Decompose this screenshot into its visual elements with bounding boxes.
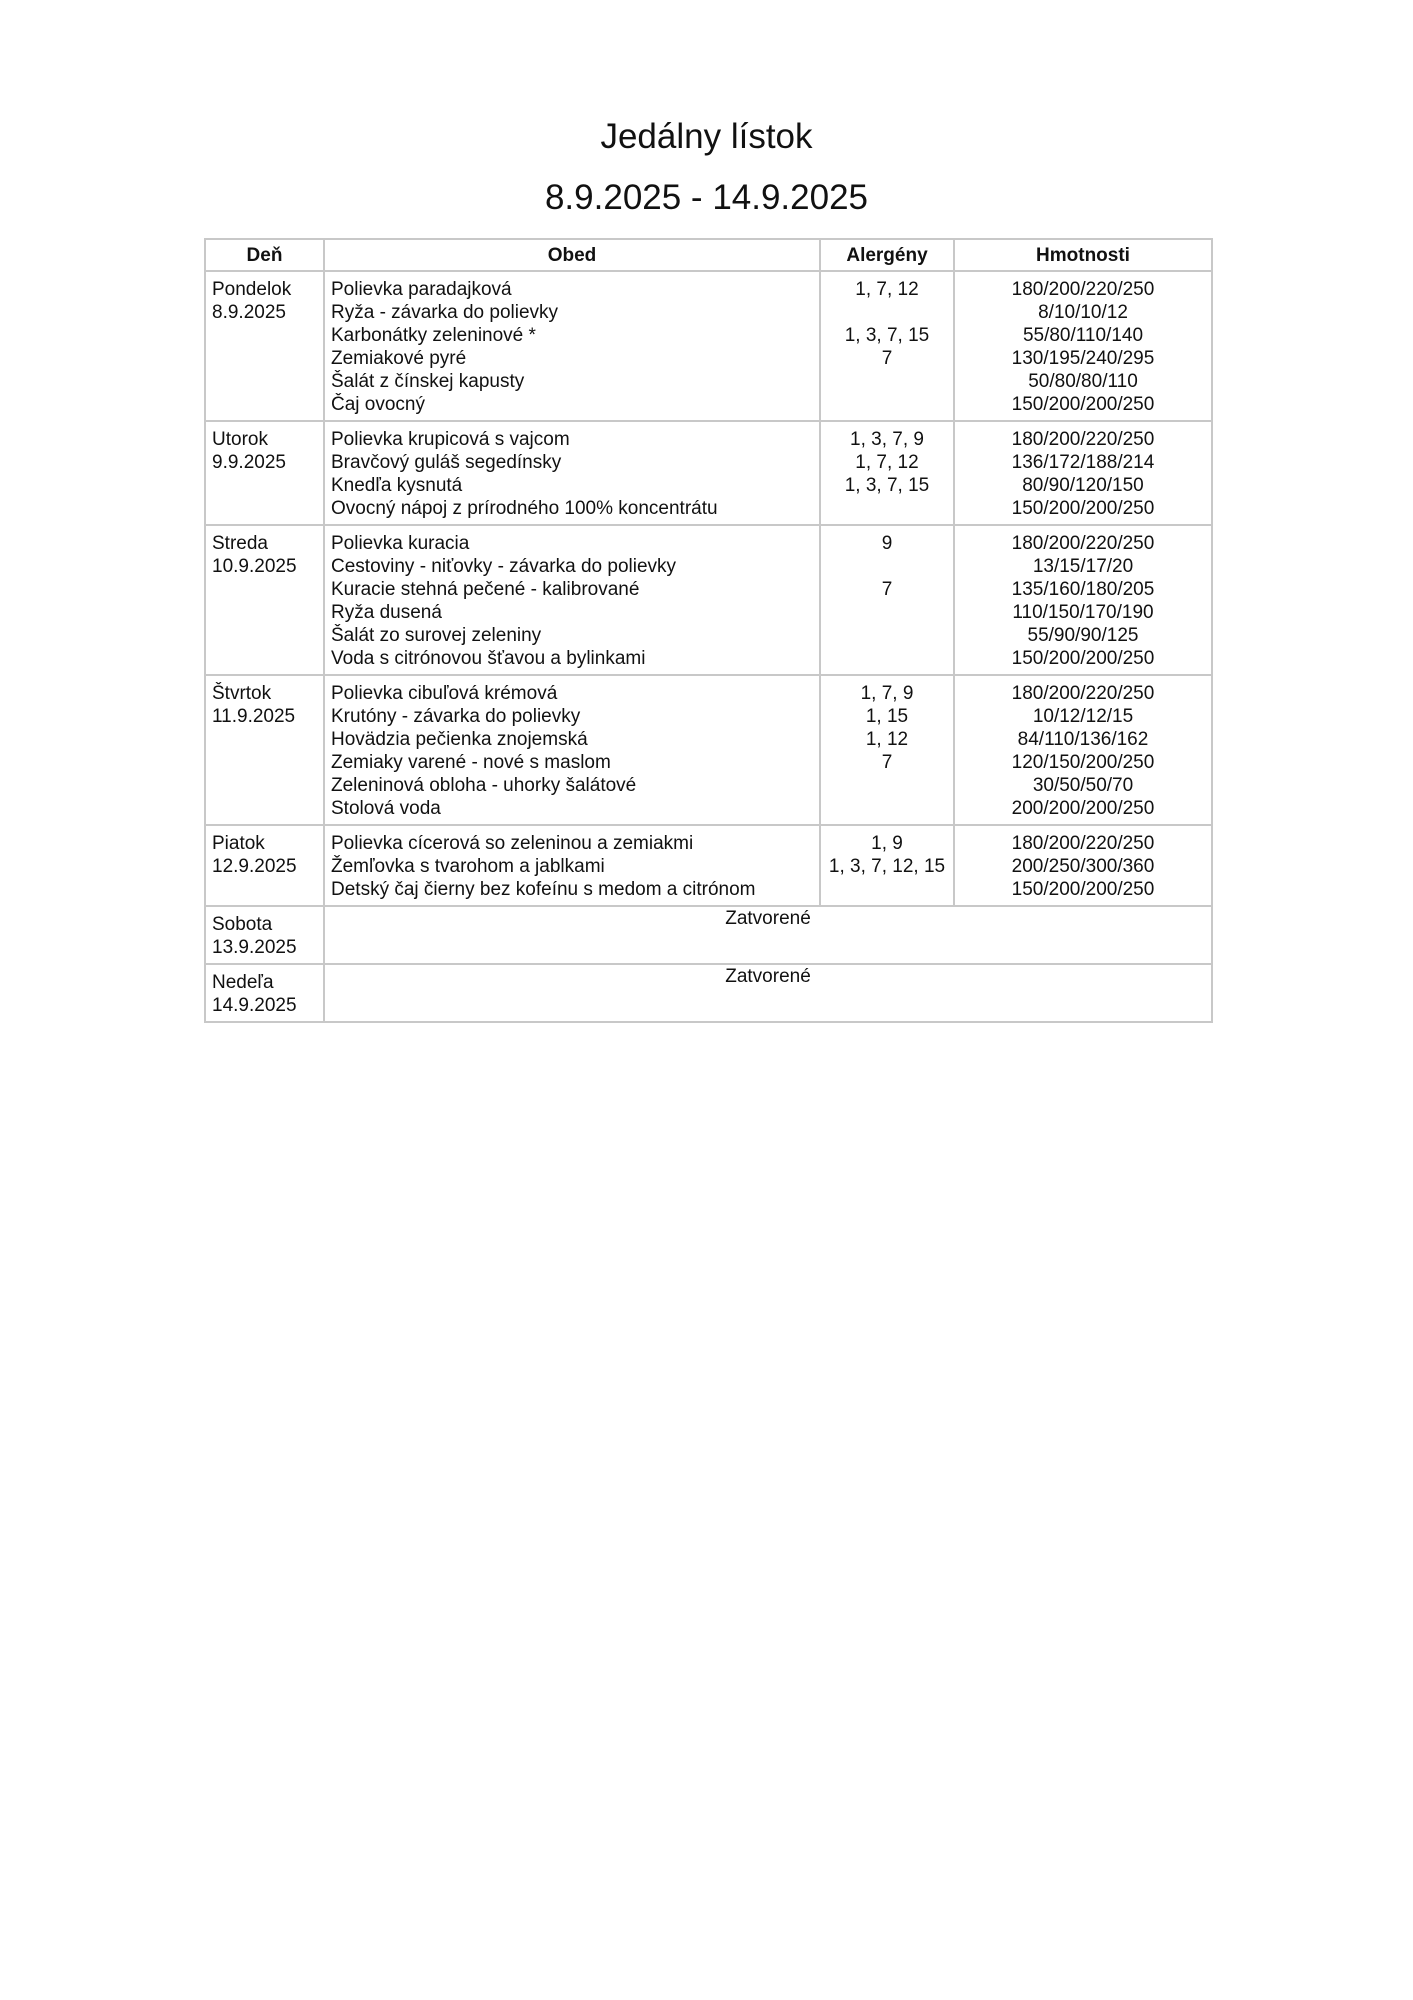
allergen-codes: 7 xyxy=(881,752,893,773)
day-name: Štvrtok xyxy=(212,683,272,704)
weight-values: 200/250/300/360 xyxy=(1011,856,1155,877)
meal-item: Detský čaj čierny bez kofeínu s medom a citrónom xyxy=(331,879,756,900)
day-row xyxy=(205,421,1212,525)
day-cell xyxy=(205,525,324,675)
day-row xyxy=(205,825,1212,906)
meal-item: Polievka cibuľová krémová xyxy=(331,683,558,704)
allergen-codes xyxy=(821,497,953,520)
alg-cell xyxy=(820,525,954,675)
allergen-codes xyxy=(821,797,953,820)
weight-values: 180/200/220/250 xyxy=(1011,429,1155,450)
alg-cell xyxy=(820,675,954,825)
meal-item: Polievka cícerová so zeleninou a zemiakmi xyxy=(331,833,694,854)
allergen-codes: 7 xyxy=(881,348,893,369)
weight-values: 200/200/200/250 xyxy=(1011,798,1155,819)
allergen-codes xyxy=(821,647,953,670)
allergen-codes: 1, 3, 7, 15 xyxy=(844,325,930,346)
day-cell xyxy=(205,271,324,421)
meal-item: Šalát z čínskej kapusty xyxy=(331,371,525,392)
weight-values: 110/150/170/190 xyxy=(1012,602,1154,623)
wt-cell xyxy=(954,825,1212,906)
closed-cell xyxy=(324,964,1212,1022)
weight-values: 84/110/136/162 xyxy=(1017,729,1149,750)
allergen-codes: 7 xyxy=(881,579,893,600)
header-allergens: Alergény xyxy=(820,239,954,271)
allergen-codes xyxy=(821,601,953,624)
meal-item: Ryža - závarka do polievky xyxy=(331,302,559,323)
meal-item: Karbonátky zeleninové * xyxy=(331,325,536,346)
weight-values: 8/10/10/12 xyxy=(1038,302,1128,323)
header-day: Deň xyxy=(205,239,324,271)
wt-cell xyxy=(954,421,1212,525)
menu-table xyxy=(204,238,1213,1023)
day-name: Streda xyxy=(212,533,268,554)
day-cell xyxy=(205,906,324,964)
meal-item: Knedľa kysnutá xyxy=(331,475,463,496)
allergen-codes: 9 xyxy=(881,533,893,554)
wt-cell xyxy=(954,271,1212,421)
meal-cell xyxy=(324,421,820,525)
allergen-codes xyxy=(821,370,953,393)
day-row xyxy=(205,675,1212,825)
meal-cell xyxy=(324,675,820,825)
weight-values: 80/90/120/150 xyxy=(1022,475,1144,496)
day-date: 10.9.2025 xyxy=(212,556,297,577)
allergen-codes: 1, 3, 7, 15 xyxy=(844,475,930,496)
allergen-codes xyxy=(821,878,953,901)
weight-values: 150/200/200/250 xyxy=(1011,648,1155,669)
weight-values: 50/80/80/110 xyxy=(1028,371,1138,392)
weight-values: 55/90/90/125 xyxy=(1027,625,1139,646)
weight-values: 135/160/180/205 xyxy=(1011,579,1155,600)
header-weights: Hmotnosti xyxy=(954,239,1212,271)
day-row xyxy=(205,271,1212,421)
closed-cell xyxy=(324,906,1212,964)
alg-cell xyxy=(820,825,954,906)
meal-item: Stolová voda xyxy=(331,798,441,819)
alg-cell xyxy=(820,421,954,525)
day-date: 12.9.2025 xyxy=(212,856,297,877)
allergen-codes xyxy=(821,555,953,578)
weight-values: 150/200/200/250 xyxy=(1011,394,1155,415)
weight-values: 130/195/240/295 xyxy=(1011,348,1155,369)
meal-item: Hovädzia pečienka znojemská xyxy=(331,729,588,750)
menu-body xyxy=(205,271,1212,1022)
weight-values: 180/200/220/250 xyxy=(1011,833,1155,854)
closed-label: Zatvorené xyxy=(725,966,811,987)
allergen-codes: 1, 12 xyxy=(865,729,909,750)
meal-item: Kuracie stehná pečené - kalibrované xyxy=(331,579,640,600)
weight-values: 150/200/200/250 xyxy=(1011,498,1155,519)
day-name: Piatok xyxy=(212,833,265,854)
meal-cell xyxy=(324,525,820,675)
closed-label: Zatvorené xyxy=(725,908,811,929)
allergen-codes: 1, 7, 12 xyxy=(855,452,919,473)
meal-item: Polievka krupicová s vajcom xyxy=(331,429,570,450)
day-date: 14.9.2025 xyxy=(212,995,297,1016)
weight-values: 180/200/220/250 xyxy=(1011,683,1155,704)
day-name: Sobota xyxy=(212,914,273,935)
day-date: 13.9.2025 xyxy=(212,937,297,958)
allergen-codes: 1, 3, 7, 9 xyxy=(850,429,924,450)
date-range: 8.9.2025 - 14.9.2025 xyxy=(544,178,869,217)
meal-item: Bravčový guláš segedínsky xyxy=(331,452,562,473)
meal-item: Žemľovka s tvarohom a jablkami xyxy=(331,856,605,877)
weight-values: 55/80/110/140 xyxy=(1022,325,1144,346)
day-date: 9.9.2025 xyxy=(212,452,286,473)
wt-cell xyxy=(954,675,1212,825)
allergen-codes: 1, 9 xyxy=(871,833,903,854)
header-meal: Obed xyxy=(324,239,820,271)
allergen-codes: 1, 7, 9 xyxy=(860,683,914,704)
allergen-codes xyxy=(821,393,953,416)
allergen-codes: 1, 7, 12 xyxy=(855,279,919,300)
allergen-codes xyxy=(821,624,953,647)
meal-item: Ovocný nápoj z prírodného 100% koncentrátu xyxy=(331,498,718,519)
meal-cell xyxy=(324,825,820,906)
meal-cell xyxy=(324,271,820,421)
meal-item: Čaj ovocný xyxy=(331,394,425,415)
weight-values: 150/200/200/250 xyxy=(1011,879,1155,900)
day-name: Pondelok xyxy=(212,279,292,300)
wt-cell xyxy=(954,525,1212,675)
weight-values: 136/172/188/214 xyxy=(1011,452,1155,473)
meal-item: Zeleninová obloha - uhorky šalátové xyxy=(331,775,637,796)
meal-item: Polievka paradajková xyxy=(331,279,512,300)
day-name: Utorok xyxy=(212,429,268,450)
weight-values: 120/150/200/250 xyxy=(1011,752,1155,773)
meal-item: Ryža dusená xyxy=(331,602,442,623)
allergen-codes xyxy=(821,774,953,797)
meal-item: Polievka kuracia xyxy=(331,533,470,554)
day-date: 11.9.2025 xyxy=(212,706,296,727)
day-row xyxy=(205,525,1212,675)
day-row xyxy=(205,906,1212,964)
weight-values: 30/50/50/70 xyxy=(1032,775,1134,796)
meal-item: Zemiaky varené - nové s maslom xyxy=(331,752,611,773)
meal-item: Krutóny - závarka do polievky xyxy=(331,706,581,727)
alg-cell xyxy=(820,271,954,421)
header-row xyxy=(205,239,1212,271)
day-row xyxy=(205,964,1212,1022)
day-name: Nedeľa xyxy=(212,972,274,993)
allergen-codes: 1, 3, 7, 12, 15 xyxy=(828,856,946,877)
page-title: Jedálny lístok xyxy=(600,117,813,156)
meal-item: Šalát zo surovej zeleniny xyxy=(331,625,542,646)
day-cell xyxy=(205,675,324,825)
meal-item: Voda s citrónovou šťavou a bylinkami xyxy=(331,648,646,669)
allergen-codes: 1, 15 xyxy=(865,706,909,727)
weight-values: 180/200/220/250 xyxy=(1011,279,1155,300)
weight-values: 13/15/17/20 xyxy=(1032,556,1134,577)
meal-item: Zemiakové pyré xyxy=(331,348,467,369)
weight-values: 10/12/12/15 xyxy=(1032,706,1134,727)
weight-values: 180/200/220/250 xyxy=(1011,533,1155,554)
allergen-codes xyxy=(821,301,953,324)
day-date: 8.9.2025 xyxy=(212,302,286,323)
day-cell xyxy=(205,421,324,525)
day-cell xyxy=(205,825,324,906)
meal-item: Cestoviny - niťovky - závarka do polievky xyxy=(331,556,677,577)
day-cell xyxy=(205,964,324,1022)
